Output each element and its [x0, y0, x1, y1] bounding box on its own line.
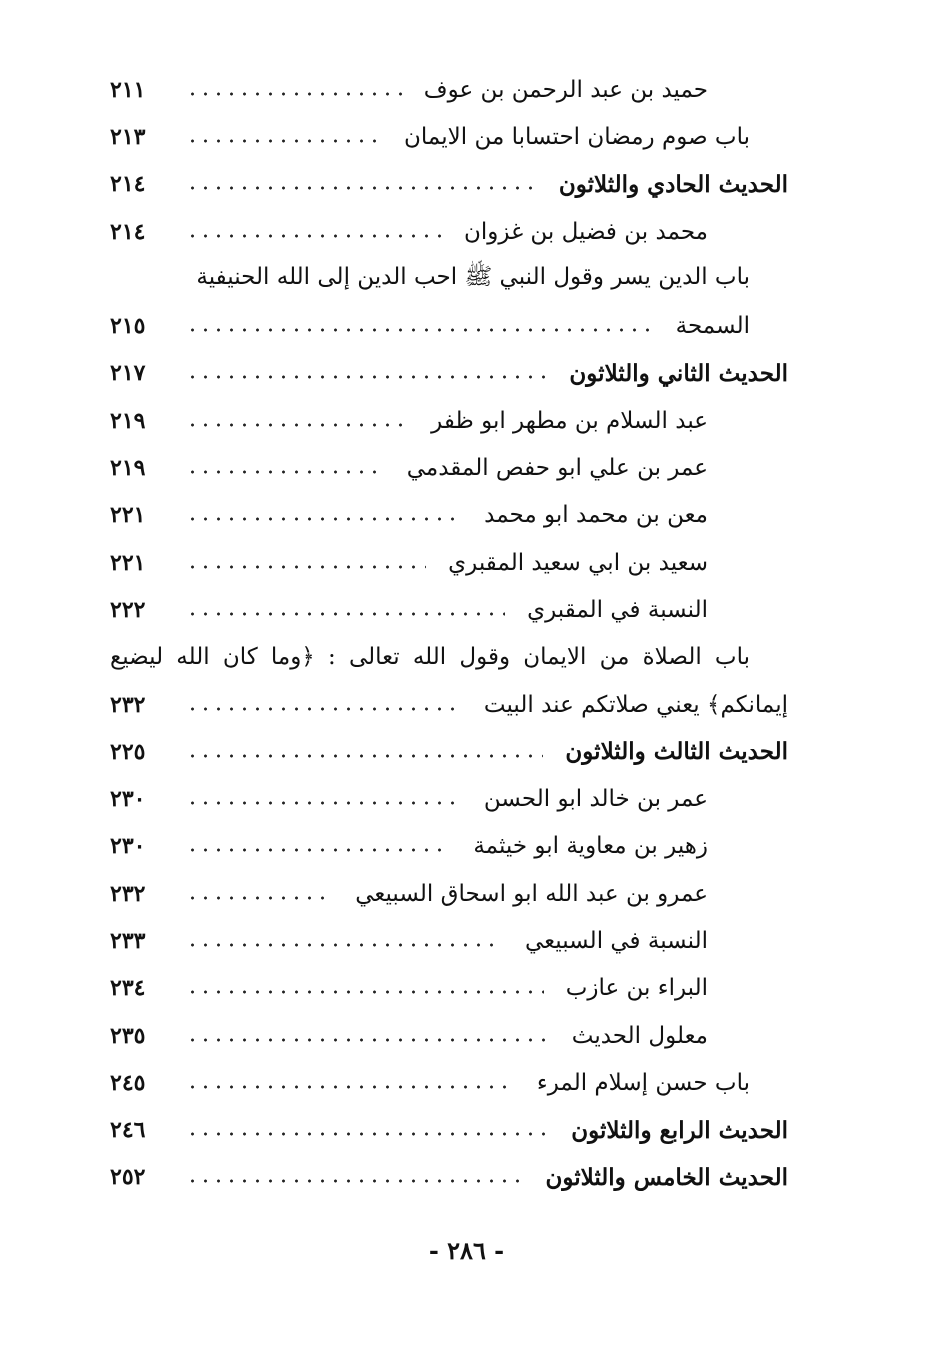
toc-entry-page: ٢٢٥ [110, 738, 146, 765]
toc-entry-page: ٢٢٢ [110, 596, 146, 623]
toc-entry [110, 113, 788, 160]
toc-entry-page: ٢١٩ [110, 407, 146, 434]
toc-entry-title: النسبة في المقبري [527, 596, 708, 623]
toc-entry-first-line [110, 634, 788, 681]
dot-leader [186, 1127, 549, 1141]
toc-entry-page: ٢٣٥ [110, 1022, 146, 1049]
toc-entry-title: سعيد بن ابي سعيد المقبري [448, 549, 708, 576]
toc-entry [110, 728, 788, 775]
dot-leader [186, 418, 409, 432]
toc-entry-title: الحديث الثالث والثلاثون [565, 738, 788, 766]
toc-entry-page: ٢٣٣ [110, 927, 146, 954]
toc-entry [110, 823, 788, 870]
dot-leader [186, 512, 462, 526]
toc-entry [110, 302, 788, 349]
dot-leader [186, 796, 462, 810]
toc-entry-page: ٢٣٤ [110, 975, 146, 1002]
dot-leader [186, 985, 544, 999]
toc-entry-title: عمر بن خالد ابو الحسن [483, 786, 708, 813]
toc-entry [110, 397, 788, 444]
dot-leader [186, 1080, 515, 1094]
toc-entry-title: معلول الحديث [571, 1022, 708, 1049]
toc-entry-title: باب الصلاة من الايمان وقول الله تعالى : ﴿وما كان الله ليضيع [110, 644, 750, 671]
toc-entry-title: معن بن محمد ابو محمد [484, 502, 708, 529]
toc-entry [110, 1059, 788, 1106]
toc-entry-first-line [110, 255, 788, 302]
toc-entry-page: ٢٥٢ [110, 1164, 146, 1191]
page-number: - ٢٨٦ - [428, 1236, 505, 1265]
toc-entry-title: حميد بن عبد الرحمن بن عوف [423, 76, 708, 103]
toc-entry [110, 681, 788, 728]
dot-leader [186, 891, 333, 905]
toc-entry-title: إيمانكم﴾ يعني صلاتكم عند البيت [483, 691, 788, 718]
toc-entry-title: البراء بن عازب [565, 975, 708, 1002]
toc-entry [110, 350, 788, 397]
dot-leader [186, 181, 537, 195]
toc-entry-page: ٢١٣ [110, 123, 146, 150]
toc-entry [110, 161, 788, 208]
toc-entry-page: ٢٢١ [110, 549, 146, 576]
toc-entry-title: عمرو بن عبد الله ابو اسحاق السبيعي [355, 880, 708, 907]
toc-entry-title: عبد السلام بن مطهر ابو ظفر [431, 407, 708, 434]
toc-entry [110, 66, 788, 113]
toc-entry-title: محمد بن فضيل بن غزوان [463, 218, 708, 245]
dot-leader [186, 702, 462, 716]
toc-entry [110, 775, 788, 822]
dot-leader [186, 465, 385, 479]
toc-entry-title: باب حسن إسلام المرء [536, 1069, 750, 1096]
toc-entry-page: ٢٣٢ [110, 691, 146, 718]
toc-entry [110, 917, 788, 964]
table-of-contents [110, 66, 788, 1201]
toc-entry-title: الحديث الرابع والثلاثون [571, 1116, 788, 1144]
toc-entry-page: ٢٤٥ [110, 1069, 146, 1096]
toc-entry [110, 444, 788, 491]
toc-entry-page: ٢١٩ [110, 455, 146, 482]
toc-entry-page: ٢١٥ [110, 313, 146, 340]
toc-entry-page: ٢٣٠ [110, 833, 146, 860]
toc-entry-page: ٢١٤ [110, 218, 146, 245]
dot-leader [186, 87, 402, 101]
toc-entry-page: ٢١٤ [110, 171, 146, 198]
toc-entry-title: الحديث الحادي والثلاثون [558, 170, 788, 198]
dot-leader [186, 1174, 523, 1188]
toc-entry-title: النسبة في السبيعي [525, 927, 708, 954]
toc-entry [110, 586, 788, 633]
toc-entry-page: ٢٤٦ [110, 1117, 146, 1144]
toc-entry [110, 1012, 788, 1059]
toc-entry-page: ٢٣٠ [110, 786, 146, 813]
toc-entry-page: ٢٣٢ [110, 880, 146, 907]
toc-entry-page: ٢١٧ [110, 360, 146, 387]
dot-leader [186, 370, 547, 384]
toc-entry-page: ٢٢١ [110, 502, 146, 529]
dot-leader [186, 229, 442, 243]
dot-leader [186, 607, 505, 621]
toc-entry-title: باب صوم رمضان احتسابا من الايمان [404, 123, 750, 150]
dot-leader [186, 843, 451, 857]
dot-leader [186, 134, 382, 148]
dot-leader [186, 749, 543, 763]
toc-entry-title: السمحة [675, 313, 750, 340]
toc-entry-page: ٢١١ [110, 76, 146, 103]
toc-entry [110, 208, 788, 255]
toc-entry [110, 965, 788, 1012]
toc-entry [110, 492, 788, 539]
toc-entry-title: عمر بن علي ابو حفص المقدمي [406, 455, 708, 482]
dot-leader [186, 938, 503, 952]
dot-leader [186, 1033, 550, 1047]
toc-entry-title: الحديث الخامس والثلاثون [545, 1163, 788, 1191]
toc-entry [110, 1154, 788, 1201]
toc-entry-title: باب الدين يسر وقول النبي ﷺ احب الدين إلى الله الحنيفية [196, 263, 750, 290]
toc-entry-title: الحديث الثاني والثلاثون [569, 359, 788, 387]
dot-leader [186, 323, 654, 337]
toc-entry-title: زهير بن معاوية ابو خيثمة [473, 833, 708, 860]
toc-entry [110, 539, 788, 586]
toc-entry [110, 870, 788, 917]
dot-leader [186, 560, 426, 574]
toc-entry [110, 1107, 788, 1154]
